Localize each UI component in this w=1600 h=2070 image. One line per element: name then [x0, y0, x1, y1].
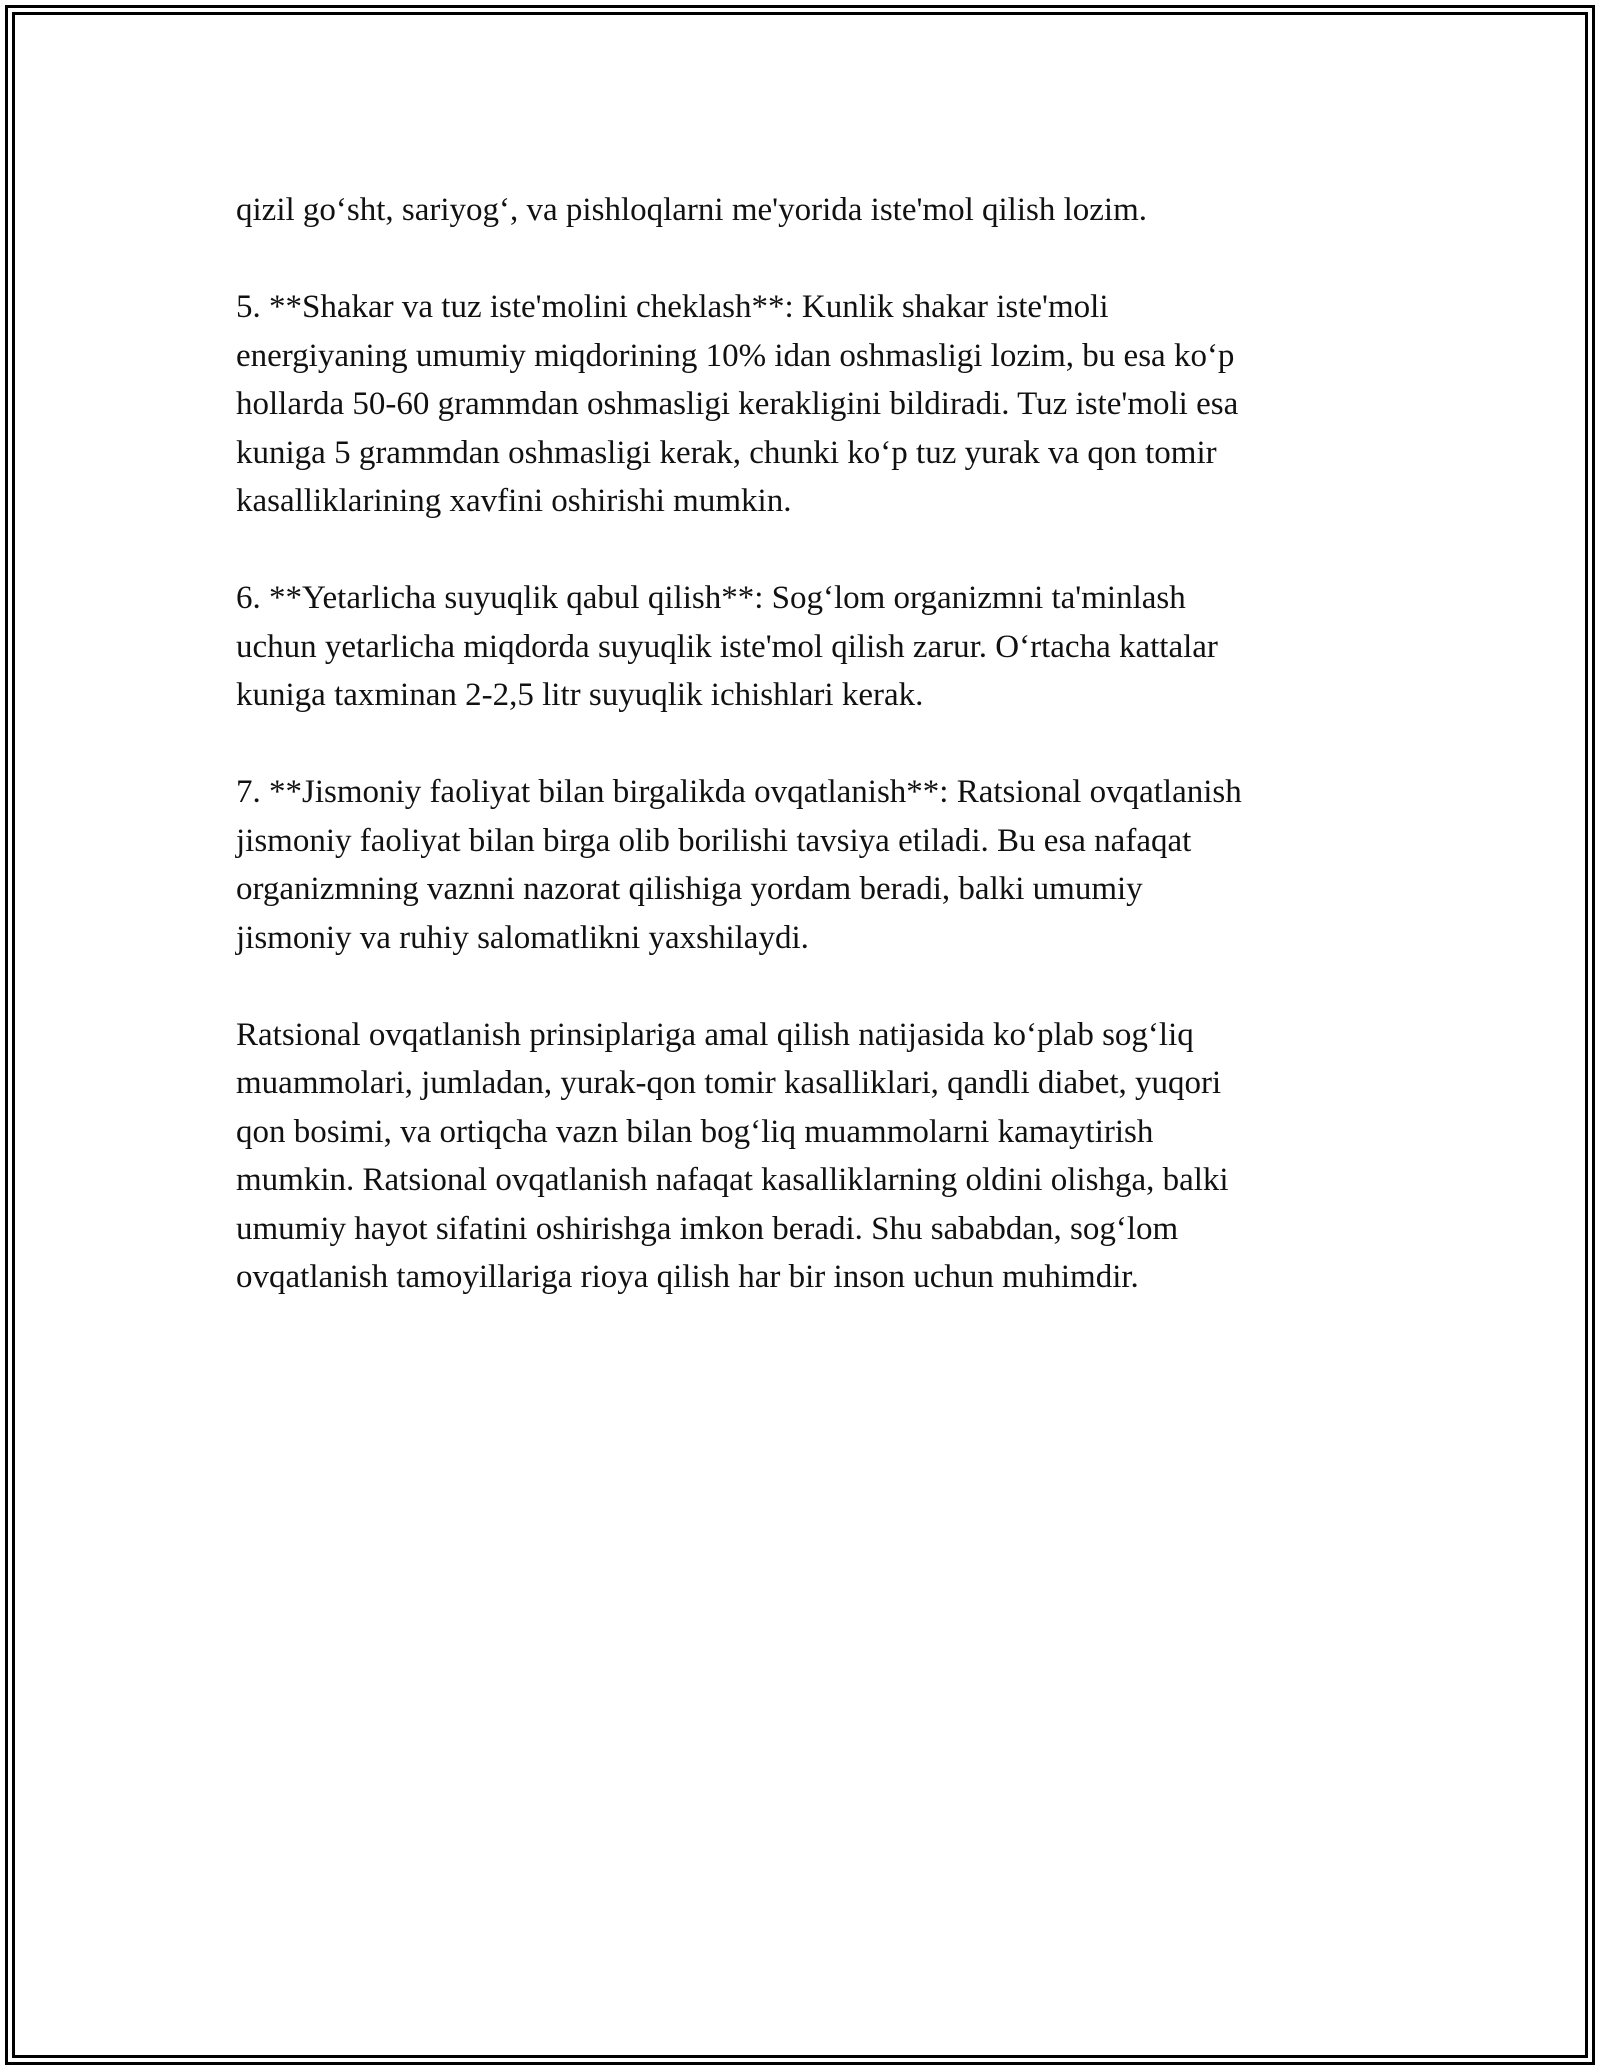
document-body: [236, 186, 1376, 1350]
paragraph-item-5-sugar-salt: 5. **Shakar va tuz iste'molini cheklash**: Kunlik shakar iste'moli energiyaning umumiy miqdorining 10% idan oshmasligi lozim, bu esa ko‘p hollarda 50-60 grammdan oshmasligi kerakligini bildiradi. Tuz iste'moli esa kuniga 5 grammdan oshmasligi kerak, chunki ko‘p tuz yurak va qon tomir kasalliklarining xavfini oshirishi mumkin.: [236, 289, 1239, 519]
paragraph-item-6-fluids: 6. **Yetarlicha suyuqlik qabul qilish**: Sog‘lom organizmni ta'minlash uchun yetarlicha miqdorda suyuqlik iste'mol qilish zarur. O‘rtacha kattalar kuniga taxminan 2-2,5 litr suyuqlik ichishlari kerak.: [236, 580, 1218, 713]
paragraph-continuation: qizil go‘sht, sariyog‘, va pishloqlarni me'yorida iste'mol qilish lozim.: [236, 192, 1148, 228]
paragraph-conclusion: Ratsional ovqatlanish prinsiplariga amal qilish natijasida ko‘plab sog‘liq muammolari, jumladan, yurak-qon tomir kasalliklari, qandli diabet, yuqori qon bosimi, va ortiqcha vazn bilan bog‘liq muammolarni kamaytirish mumkin. Ratsional ovqatlanish nafaqat kasalliklarning oldini olishga, balki umumiy hayot sifatini oshirishga imkon beradi. Shu sababdan, sog‘lom ovqatlanish tamoyillariga rioya qilish har bir inson uchun muhimdir.: [236, 1016, 1229, 1295]
paragraph-item-7-physical-activity: 7. **Jismoniy faoliyat bilan birgalikda ovqatlanish**: Ratsional ovqatlanish jismoniy faoliyat bilan birga olib borilishi tavsiya etiladi. Bu esa nafaqat organizmning vaznni nazorat qilishiga yordam beradi, balki umumiy jismoniy va ruhiy salomatlikni yaxshilaydi.: [236, 774, 1242, 956]
